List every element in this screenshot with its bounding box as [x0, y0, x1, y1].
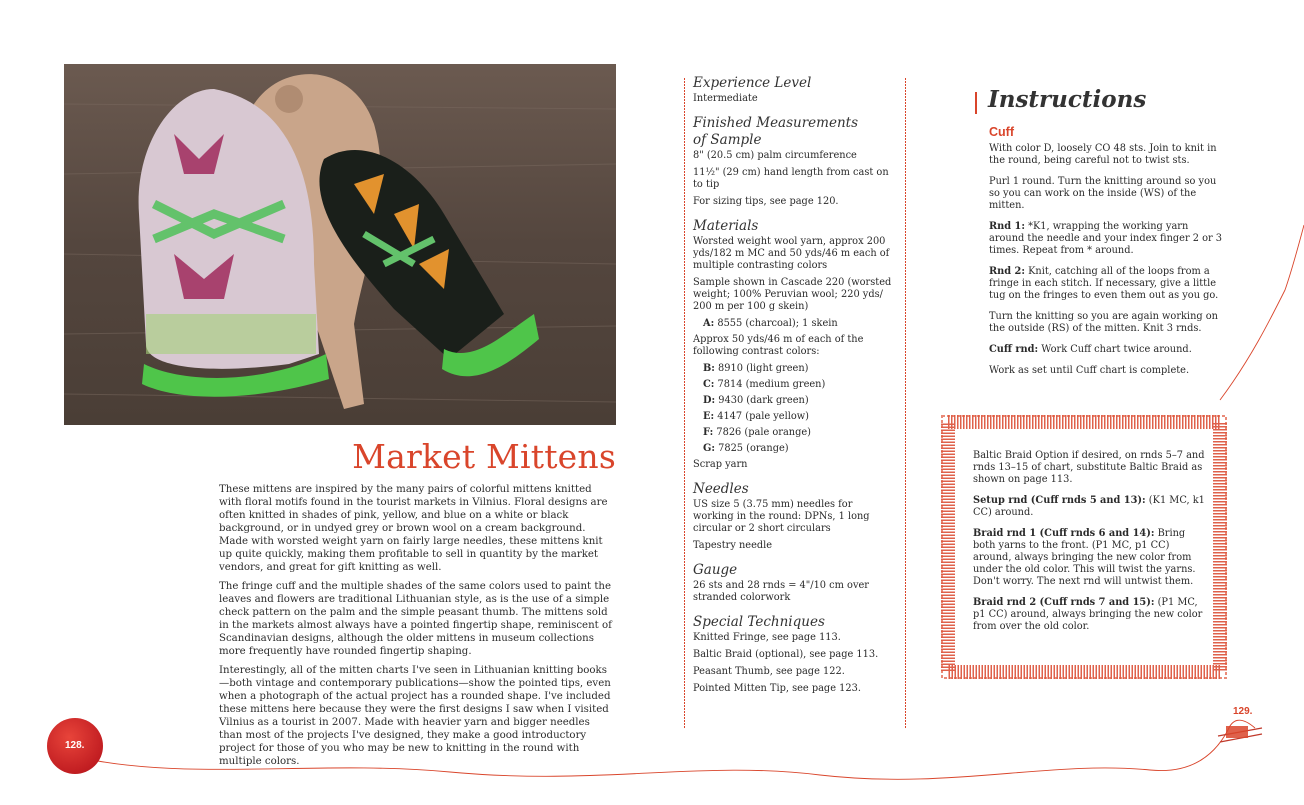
instructions-column	[989, 126, 1226, 386]
intro-paragraph: These mittens are inspired by the many pairs of colorful mittens knitted with floral motifs found in the tourist markets in Vilnius. Floral designs are often knitted in shades of pink, yellow, and blue on a white or black background, or in undyed grey or brown wool on a cream background. Made with worsted weight yarn on fairly large needles, these mittens knit up quite quickly, making them profitable to sell in quantity by the market vendors, and great for gift knitting as well.	[219, 484, 608, 573]
braid-option-text	[973, 450, 1205, 642]
braid-step: Braid rnd 1 (Cuff rnds 6 and 14): Bring both yarns to the front. (P1 MC, p1 CC) around, always bringing the new color from under the old color. This will twist the yarns. Don't worry. The next rnd will untwist them.	[973, 528, 1196, 587]
technique-item: Peasant Thumb, see page 122.	[693, 666, 845, 677]
knitting-swatch-icon	[1226, 726, 1248, 738]
measurement-item: 8" (20.5 cm) palm circumference	[693, 150, 857, 161]
technique-item: Pointed Mitten Tip, see page 123.	[693, 683, 861, 694]
color-item: C: 7814 (medium green)	[703, 379, 826, 390]
instruction-step: Purl 1 round. Turn the knitting around so you so you can work on the inside (WS) of the mitten.	[989, 176, 1217, 211]
page-number-right: 129.	[1233, 706, 1253, 717]
braid-step: Setup rnd (Cuff rnds 5 and 13): (K1 MC, k1 CC) around.	[973, 495, 1205, 518]
braid-step: Braid rnd 2 (Cuff rnds 7 and 15): (P1 MC, p1 CC) around, always bringing the new color from over the old color.	[973, 597, 1203, 632]
page-title: Market Mittens	[352, 437, 616, 476]
contrast-intro: Approx 50 yds/46 m of each of the following contrast colors:	[693, 334, 864, 357]
intro-text	[219, 483, 616, 774]
materials-intro: Worsted weight wool yarn, approx 200 yds/182 m MC and 50 yds/46 m each of multiple contrasting colors	[693, 236, 890, 271]
color-item: G: 7825 (orange)	[703, 443, 789, 454]
instructions-heading: Instructions	[988, 86, 1147, 113]
measurement-item: For sizing tips, see page 120.	[693, 196, 839, 207]
braid-intro: Baltic Braid Option if desired, on rnds 5–7 and rnds 13–15 of chart, substitute Baltic Braid as shown on page 113.	[973, 450, 1205, 485]
instruction-step: Work as set until Cuff chart is complete.	[989, 365, 1190, 376]
color-item: A: 8555 (charcoal); 1 skein	[703, 318, 838, 329]
color-item: B: 8910 (light green)	[703, 363, 809, 374]
page-number-left: 128.	[65, 740, 85, 751]
gauge-value: 26 sts and 28 rnds = 4"/10 cm over stranded colorwork	[693, 580, 869, 603]
technique-item: Baltic Braid (optional), see page 113.	[693, 649, 879, 660]
heading-accent-bar	[975, 92, 977, 114]
instruction-step: Rnd 1: *K1, wrapping the working yarn around the needle and your index finger 2 or 3 times. Repeat from * around.	[989, 221, 1223, 256]
color-item: F: 7826 (pale orange)	[703, 427, 812, 438]
specs-column	[693, 75, 893, 700]
column-divider	[905, 78, 906, 728]
measurements-heading-line: of Sample	[693, 132, 762, 148]
materials-heading: Materials	[693, 218, 759, 234]
instruction-step: With color D, loosely CO 48 sts. Join to knit in the round, being careful not to twist sts.	[989, 143, 1217, 166]
cuff-heading: Cuff	[989, 125, 1014, 139]
measurement-item: 11½" (29 cm) hand length from cast on to tip	[693, 167, 889, 190]
instruction-step: Turn the knitting so you are again working on the outside (RS) of the mitten. Knit 3 rnds.	[989, 311, 1218, 334]
color-item: D: 9430 (dark green)	[703, 395, 809, 406]
measurements-heading-line: Finished Measurements	[693, 115, 859, 131]
measurements-heading	[693, 115, 893, 149]
intro-paragraph: Interestingly, all of the mitten charts I've seen in Lithuanian knitting books—both vintage and contemporary publications—show the pointed tips, even when a photograph of the actual project has a rounded shape. I've included these mittens here because they were the first designs I saw when I visited Vilnius as a tourist in 2007. Made with heavier yarn and bigger needles than most of the projects I've designed, they make a good introductory project for those of you who may be new to knitting in the round with multiple colors.	[219, 665, 611, 767]
intro-paragraph: The fringe cuff and the multiple shades of the same colors used to paint the leaves and flowers are traditional Lithuanian style, as is the use of a simple check pattern on the palm and the simple peasant thumb. The mittens sold in the markets almost always have a pointed fingertip shape, reminiscent of Scandinavian designs, although the older mittens in museum collections more frequently have rounded fingertip shaping.	[219, 581, 612, 657]
yarn-strand-right	[1220, 225, 1304, 400]
experience-value: Intermediate	[693, 93, 758, 104]
experience-heading: Experience Level	[693, 75, 812, 91]
column-divider	[684, 78, 685, 728]
tapestry-needle: Tapestry needle	[693, 540, 773, 551]
gauge-heading: Gauge	[693, 562, 738, 578]
techniques-heading: Special Techniques	[693, 614, 825, 630]
materials-sample: Sample shown in Cascade 220 (worsted weight; 100% Peruvian wool; 220 yds/ 200 m per 100 g skein)	[693, 277, 892, 312]
technique-item: Knitted Fringe, see page 113.	[693, 632, 841, 643]
instruction-step: Cuff rnd: Work Cuff chart twice around.	[989, 344, 1192, 355]
needles-heading: Needles	[693, 481, 749, 497]
mittens-photo	[64, 64, 616, 425]
scrap-yarn: Scrap yarn	[693, 459, 748, 470]
instruction-step: Rnd 2: Knit, catching all of the loops from a fringe in each stitch. If necessary, give a little tug on the fringes to even them out as you go.	[989, 266, 1219, 301]
needles-value: US size 5 (3.75 mm) needles for working in the round: DPNs, 1 long circular or 2 short circulars	[693, 499, 870, 534]
color-item: E: 4147 (pale yellow)	[703, 411, 809, 422]
knitting-needles-icon	[1218, 728, 1262, 742]
